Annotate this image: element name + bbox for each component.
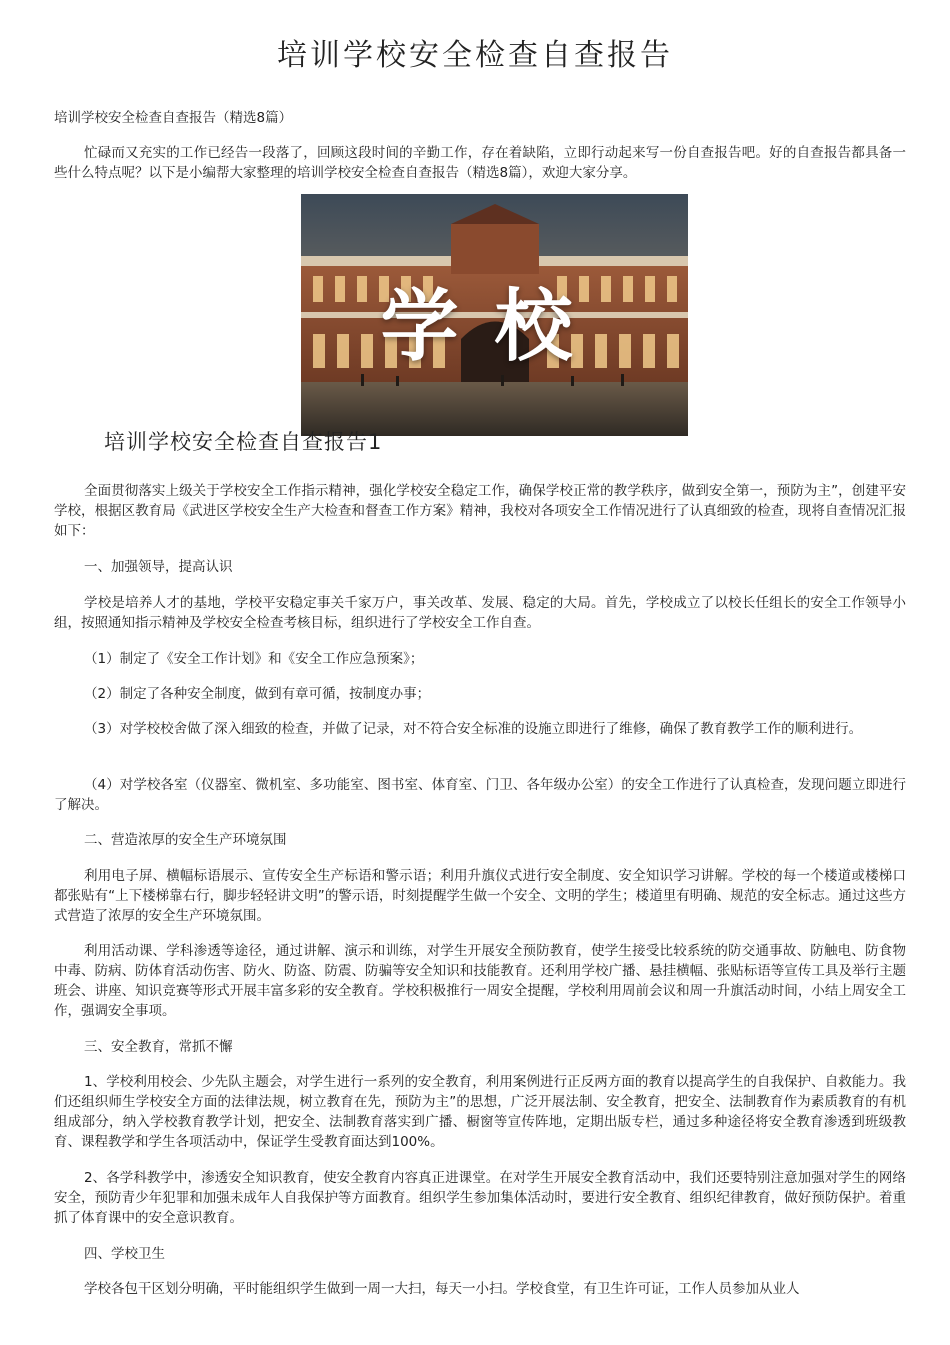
- section-heading-2: 二、营造浓厚的安全生产环境氛围: [84, 832, 287, 848]
- intro-paragraph: 忙碌而又充实的工作已经告一段落了，回顾这段时间的辛勤工作，存在着缺陷，立即行动起来写一份自查报告吧。好的自查报告都具备一些什么特点呢？以下是小编帮大家整理的培训学校安全检查自查报告（精选8篇），欢迎大家分享。: [54, 145, 906, 181]
- document-subtitle: 培训学校安全检查自查报告（精选8篇）: [54, 110, 293, 126]
- list-item-2: （2）制定了各种安全制度，做到有章可循，按制度办事；: [84, 686, 431, 702]
- list-item-1: （1）制定了《安全工作计划》和《安全工作应急预案》；: [84, 651, 424, 667]
- body-paragraph-5: 1、学校利用校会、少先队主题会，对学生进行一系列的安全教育，利用案例进行正反两方面的教育以提高学生的自我保护、自救能力。我们还组织师生学校安全方面的法律法规，树立教育在先，预防为主”的思想，广泛开展法制、安全教育，把安全、法制教育作为素质教育的有机组成部分，纳入学校教育教学计划，把安全、法制教育落实到广播、橱窗等宣传阵地，定期出版专栏，通过多种途径将安全教育渗透到班级教育、课程教学和学生各项活动中，保证学生受教育面达到100%。: [54, 1074, 906, 1150]
- section-heading-3: 三、安全教育，常抓不懈: [84, 1039, 233, 1055]
- body-paragraph-7: 学校各包干区划分明确，平时能组织学生做到一周一大扫，每天一小扫。学校食堂，有卫生许可证，工作人员参加从业人: [84, 1281, 800, 1297]
- section-heading-1: 一、加强领导，提高认识: [84, 559, 233, 575]
- body-paragraph-2: 学校是培养人才的基地，学校平安稳定事关千家万户，事关改革、发展、稳定的大局。首先，学校成立了以校长任组长的安全工作领导小组，按照通知指示精神及学校安全检查考核目标，组织进行了学校安全工作自查。: [54, 595, 906, 631]
- image-overlay-text: 学校: [380, 282, 609, 372]
- school-building-image: [301, 194, 688, 436]
- body-paragraph-4: 利用活动课、学科渗透等途径，通过讲解、演示和训练，对学生开展安全预防教育，使学生接受比较系统的防交通事故、防触电、防食物中毒、防病、防体育活动伤害、防火、防盗、防震、防骗等安全知识和技能教育。还利用学校广播、悬挂横幅、张贴标语等宣传工具及举行主题班会、讲座、知识竞赛等形式开展丰富多彩的安全教育。学校积极推行一周安全提醒，学校利用周前会议和周一升旗活动时间，小结上周安全工作，强调安全事项。: [54, 943, 906, 1019]
- document-title: 培训学校安全检查自查报告: [277, 38, 673, 73]
- body-paragraph-1: 全面贯彻落实上级关于学校安全工作指示精神，强化学校安全稳定工作，确保学校正常的教学秩序，做到安全第一，预防为主”，创建平安学校，根据区教育局《武进区学校安全生产大检查和督查工作方案》精神，我校对各项安全工作情况进行了认真细致的检查，现将自查情况汇报如下：: [54, 483, 906, 539]
- section-title: 培训学校安全检查自查报告1: [104, 430, 383, 454]
- body-paragraph-3: 利用电子屏、横幅标语展示、宣传安全生产标语和警示语；利用升旗仪式进行安全制度、安全知识学习讲解。学校的每一个楼道或楼梯口都张贴有“上下楼梯靠右行，脚步轻轻讲文明”的警示语，时刻提醒学生做一个安全、文明的学生；楼道里有明确、规范的安全标志。通过这些方式营造了浓厚的安全生产环境氛围。: [54, 868, 906, 924]
- body-paragraph-6: 2、各学科教学中，渗透安全知识教育，使安全教育内容真正进课堂。在对学生开展安全教育活动中，我们还要特别注意加强对学生的网络安全，预防青少年犯罪和加强未成年人自我保护等方面教育。组织学生参加集体活动时，要进行安全教育、组织纪律教育，做好预防保护。着重抓了体育课中的安全意识教育。: [54, 1170, 906, 1226]
- list-item-3: （3）对学校校舍做了深入细致的检查，并做了记录，对不符合安全标准的设施立即进行了维修，确保了教育教学工作的顺利进行。: [84, 721, 863, 737]
- section-heading-4: 四、学校卫生: [84, 1246, 165, 1262]
- list-item-4: （4）对学校各室（仪器室、微机室、多功能室、图书室、体育室、门卫、各年级办公室）的安全工作进行了认真检查，发现问题立即进行了解决。: [54, 777, 906, 813]
